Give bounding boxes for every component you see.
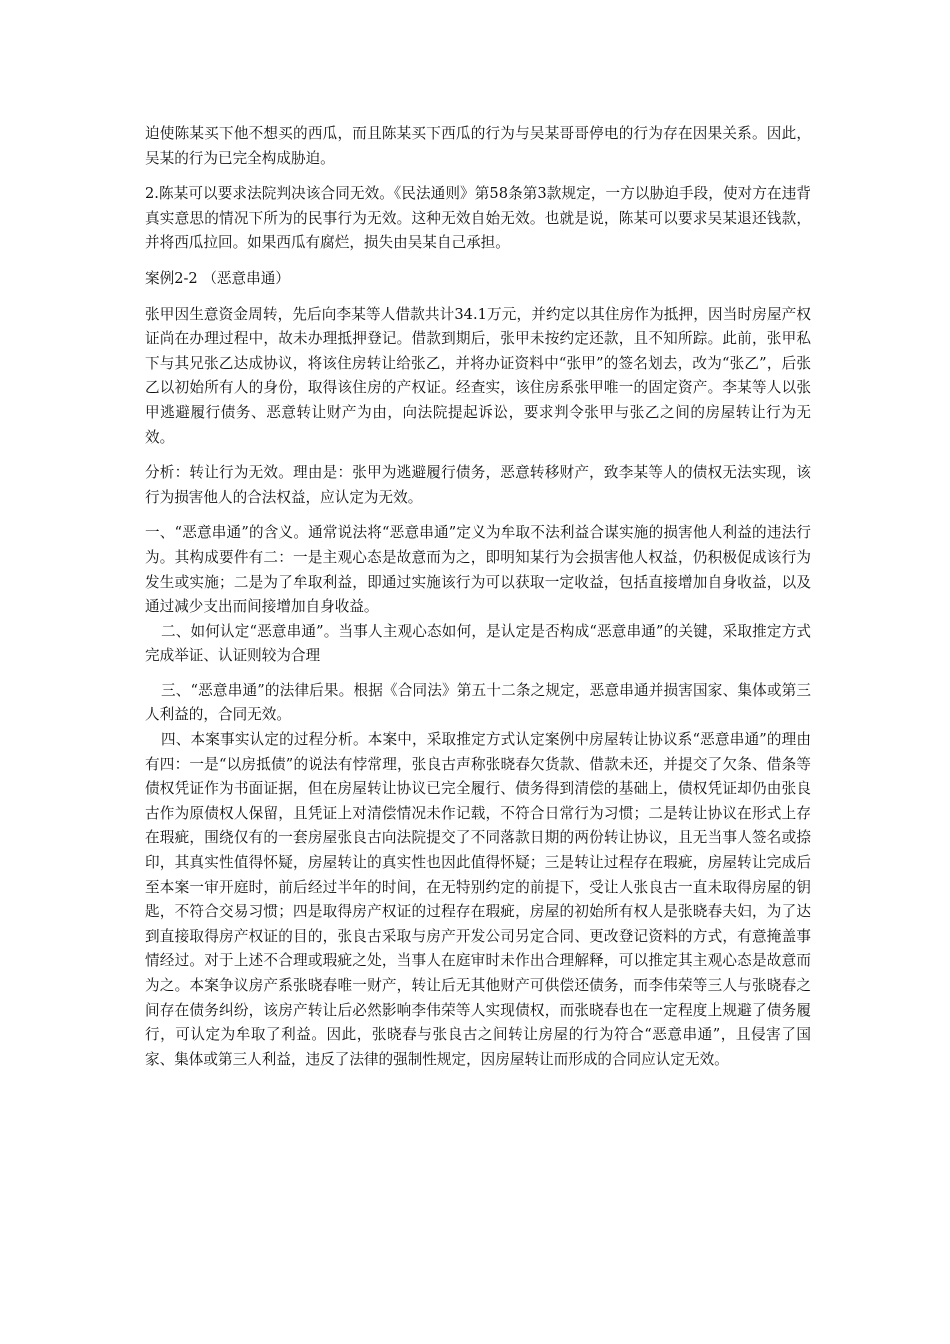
paragraph-section-2: 二、如何认定“恶意串通”。当事人主观心态如何，是认定是否构成“恶意串通”的关键，采取推定方式完成举证、认证则较为合理 <box>145 622 811 665</box>
document-page <box>145 122 811 1072</box>
paragraph-coercion-conclusion: 迫使陈某买下他不想买的西瓜，而且陈某买下西瓜的行为与吴某哥哥停电的行为存在因果关系。因此，吴某的行为已完全构成胁迫。 <box>145 125 811 167</box>
paragraph-case-facts: 张甲因生意资金周转，先后向李某等人借款共计34.1万元，并约定以其住房作为抵押，因当时房屋产权证尚在办理过程中，故未办理抵押登记。借款到期后，张甲未按约定还款，且不知所踪。此前，张甲私下与其兄张乙达成协议，将该住房转让给张乙，并将办证资料中“张甲”的签名划去，改为“张乙”，后张乙以初始所有人的身份，取得该住房的产权证。经查实，该住房系张甲唯一的固定资产。李某等人以张甲逃避履行债务、恶意转让财产为由，向法院提起诉讼，要求判令张甲与张乙之间的房屋转让行为无效。 <box>145 305 811 446</box>
case-heading: 案例2-2 （恶意串通） <box>145 269 290 287</box>
paragraph-analysis: 分析：转让行为无效。理由是：张甲为逃避履行债务，恶意转移财产，致李某等人的债权无法实现，该行为损害他人的合法权益，应认定为无效。 <box>145 464 811 506</box>
paragraph-section-1: 一、“恶意串通”的含义。通常说法将“恶意串通”定义为牟取不法利益合谋实施的损害他人利益的违法行为。其构成要件有二：一是主观心态是故意而为之，即明知某行为会损害他人权益，仍积极促成该行为发生或实施；二是为了牟取利益，即通过实施该行为可以获取一定收益，包括直接增加自身收益，以及通过减少支出而间接增加自身收益。 <box>145 524 811 616</box>
paragraph-section-3: 三、“恶意串通”的法律后果。根据《合同法》第五十二条之规定，恶意串通并损害国家、集体或第三人利益的，合同无效。 <box>145 681 811 724</box>
paragraph-section-4: 四、本案事实认定的过程分析。本案中，采取推定方式认定案例中房屋转让协议系“恶意串通”的理由有四：一是“以房抵债”的说法有悖常理，张良古声称张晓春欠货款、借款未还，并提交了欠条、借条等债权凭证作为书面证据，但在房屋转让协议已完全履行、债务得到清偿的基础上，债权凭证却仍由张良古作为原债权人保留，且凭证上对清偿情况未作记载，不符合日常行为习惯；二是转让协议在形式上存在瑕疵，围绕仅有的一套房屋张良古向法院提交了不同落款日期的两份转让协议，且无当事人签名或捺印，其真实性值得怀疑，房屋转让的真实性也因此值得怀疑；三是转让过程存在瑕疵，房屋转让完成后至本案一审开庭时，前后经过半年的时间，在无特别约定的前提下，受让人张良古一直未取得房屋的钥匙，不符合交易习惯；四是取得房产权证的过程存在瑕疵，房屋的初始所有权人是张晓春夫妇，为了达到直接取得房产权证的目的，张良古采取与房产开发公司另定合同、更改登记资料的方式，有意掩盖事情经过。对于上述不合理或瑕疵之处，当事人在庭审时未作出合理解释，可以推定其主观心态是故意而为之。本案争议房产系张晓春唯一财产，转让后无其他财产可供偿还债务，而李伟荣等三人与张晓春之间存在债务纠纷，该房产转让后必然影响李伟荣等人实现债权，而张晓春也在一定程度上规避了债务履行，可认定为牟取了利益。因此，张晓春与张良古之间转让房屋的行为符合“恶意串通”，且侵害了国家、集体或第三人利益，违反了法律的强制性规定，因房屋转让而形成的合同应认定无效。 <box>145 731 811 1068</box>
paragraph-contract-void: 2.陈某可以要求法院判决该合同无效。《民法通则》第58条第3款规定，一方以胁迫手段，使对方在违背真实意思的情况下所为的民事行为无效。这种无效自始无效。也就是说，陈某可以要求吴某退还钱款，并将西瓜拉回。如果西瓜有腐烂，损失由吴某自己承担。 <box>145 185 811 252</box>
